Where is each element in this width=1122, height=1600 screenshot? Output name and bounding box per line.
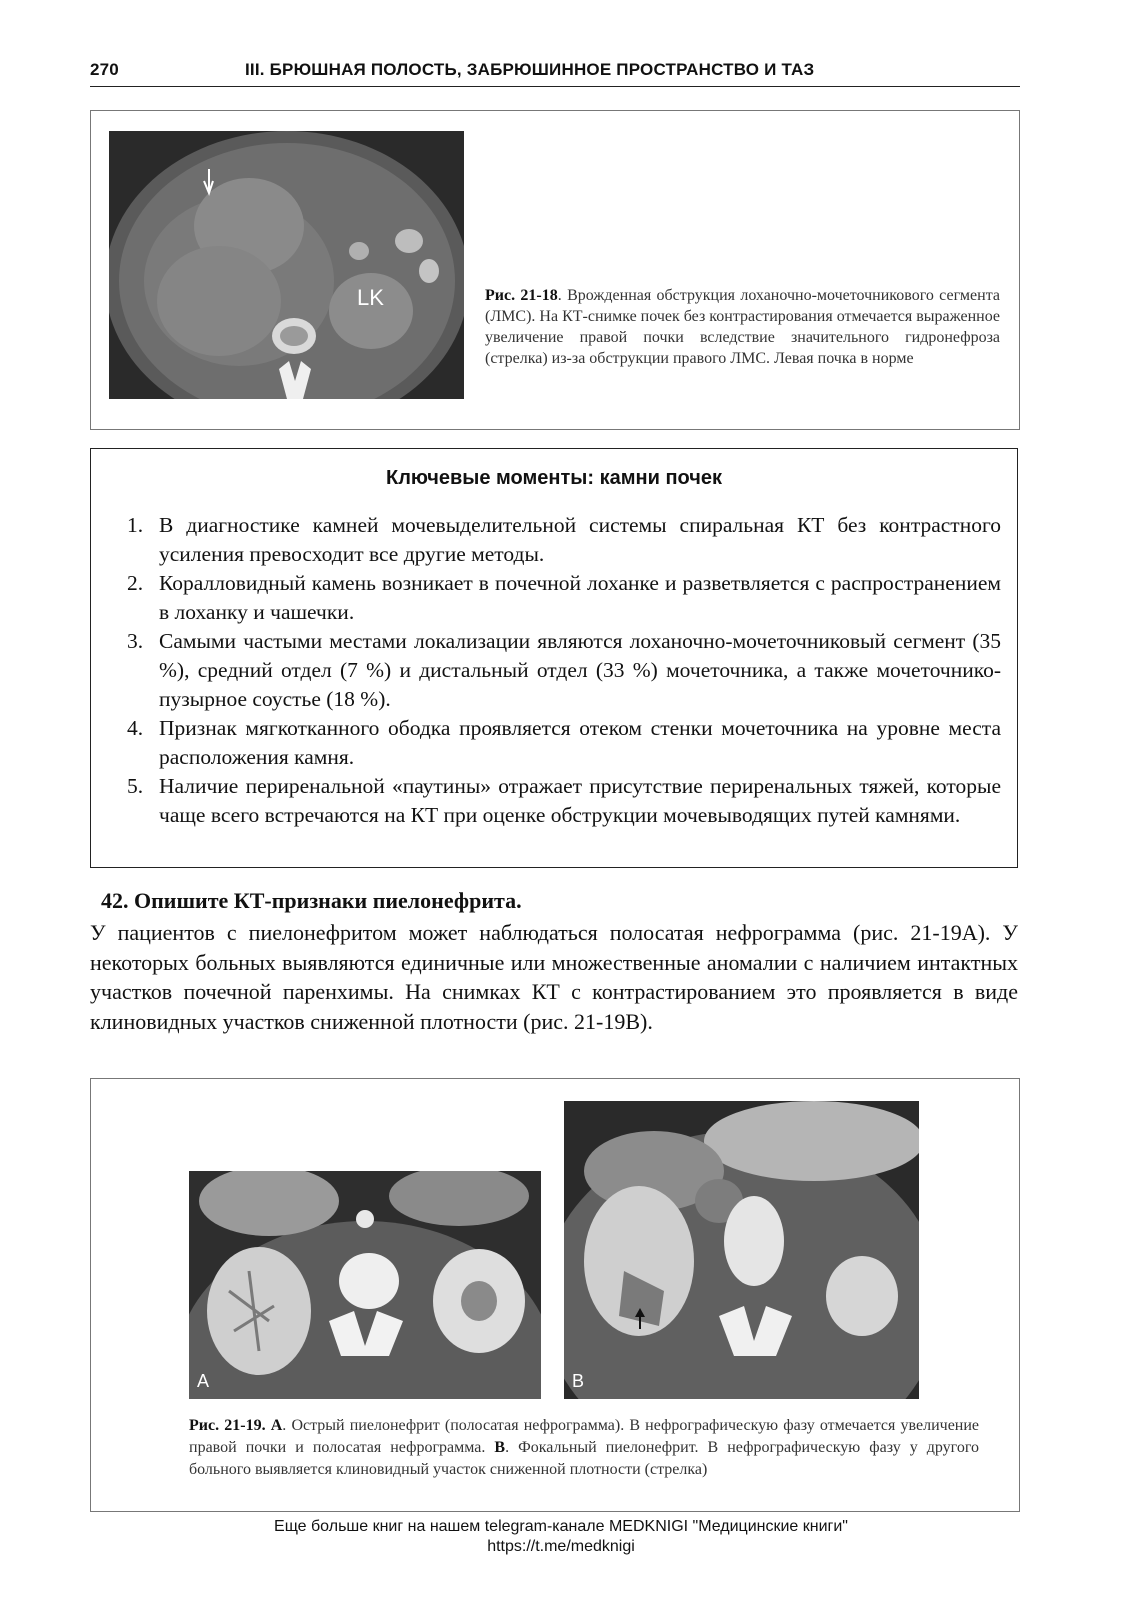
- ct-image-21-18: [109, 131, 464, 399]
- list-item-text: Наличие периренальной «паутины» отражает присутствие периренальных тяжей, которые чаще всего встречаются на КТ при оценке обструкции мочевыводящих путей камнями.: [159, 774, 1001, 827]
- image-label-b: B: [572, 1371, 585, 1391]
- list-item: [121, 772, 1001, 830]
- list-item-number: 1.: [127, 513, 144, 537]
- ct-image-21-19-a: [189, 1171, 541, 1399]
- page-number: 270: [90, 60, 119, 79]
- page-header: [90, 56, 1020, 87]
- list-item: [121, 569, 1001, 627]
- figure-21-19: [90, 1078, 1020, 1512]
- image-label-a: A: [197, 1371, 210, 1391]
- list-item-text: Самыми частыми местами локализации являются лоханочно-мочеточниковый сегмент (35 %), средний отдел (7 %) и дистальный отдел (33 %) мочеточника, а также мочеточнико-пузырное соустье (18 %).: [159, 629, 1001, 711]
- figure-21-18: [90, 110, 1020, 430]
- key-points-box: [90, 448, 1018, 868]
- ct-scan-striated-nephrogram-graphic: [189, 1171, 541, 1399]
- caption-text-b: . Фокальный пиелонефрит. В нефрографическую фазу у другого больного выявляется клиновидный участок сниженной плотности (стрелка): [189, 1439, 980, 1478]
- ct-image-21-19-b: [564, 1101, 919, 1399]
- ct-scan-focal-pyelonephritis-graphic: [564, 1101, 919, 1399]
- list-item: [121, 627, 1001, 714]
- list-item: [121, 714, 1001, 772]
- list-item-number: 5.: [127, 774, 144, 798]
- footer-line-1: Еще больше книг на нашем telegram-канале MEDKNIGI "Медицинские книги": [274, 1518, 848, 1535]
- caption-number: Рис. 21-19.: [189, 1417, 266, 1434]
- key-points-list: [121, 511, 1001, 830]
- footer-link[interactable]: https://t.me/medknigi: [487, 1538, 635, 1555]
- figure-21-19-caption: [189, 1415, 979, 1481]
- caption-letter-b: В: [494, 1439, 506, 1456]
- list-item-number: 3.: [127, 629, 144, 653]
- list-item-number: 2.: [127, 571, 144, 595]
- list-item: [121, 511, 1001, 569]
- list-item-text: Признак мягкотканного ободка проявляется отеком стенки мочеточника на уровне места расположения камня.: [159, 716, 1001, 769]
- list-item-text: Коралловидный камень возникает в почечной лоханке и разветвляется с распространением в лоханку и чашечки.: [159, 571, 1001, 624]
- caption-number: Рис. 21-18: [485, 287, 558, 304]
- question-heading: 42. Опишите КТ-признаки пиелонефрита.: [101, 888, 522, 913]
- ct-scan-kidneys-graphic: [109, 131, 464, 399]
- list-item-text: В диагностике камней мочевыделительной системы спиральная КТ без контрастного усиления превосходит все другие методы.: [159, 513, 1001, 566]
- footer: [0, 1517, 1122, 1557]
- caption-text: . Врожденная обструкция лоханочно-мочеточникового сегмента (ЛМС). На КТ-снимке почек без контрастирования отмечается выраженное увеличение правой почки вследствие значительного гидронефроза (стрелка) из-за обструкции правого ЛМС. Левая почка в норме: [485, 287, 1001, 367]
- running-head: III. БРЮШНАЯ ПОЛОСТЬ, ЗАБРЮШИННОЕ ПРОСТРАНСТВО И ТАЗ: [245, 60, 815, 79]
- key-points-title: Ключевые моменты: камни почек: [386, 467, 722, 489]
- caption-text-a: . Острый пиелонефрит (полосатая нефрограмма). В нефрографическую фазу отмечается увеличение правой почки и полосатая нефрограмма.: [189, 1417, 980, 1456]
- caption-letter-a: А: [270, 1417, 283, 1434]
- list-item-number: 4.: [127, 716, 144, 740]
- figure-21-18-caption: [485, 285, 1000, 369]
- question-body: У пациентов с пиелонефритом может наблюдаться полосатая нефрограмма (рис. 21-19А). У некоторых больных выявляются единичные или множественные аномалии с наличием интактных участков почечной паренхимы. На снимках КТ с контрастированием это проявляется в виде клиновидных участков сниженной плотности (рис. 21-19В).: [90, 920, 1018, 1034]
- image-label-lk: LK: [357, 285, 384, 310]
